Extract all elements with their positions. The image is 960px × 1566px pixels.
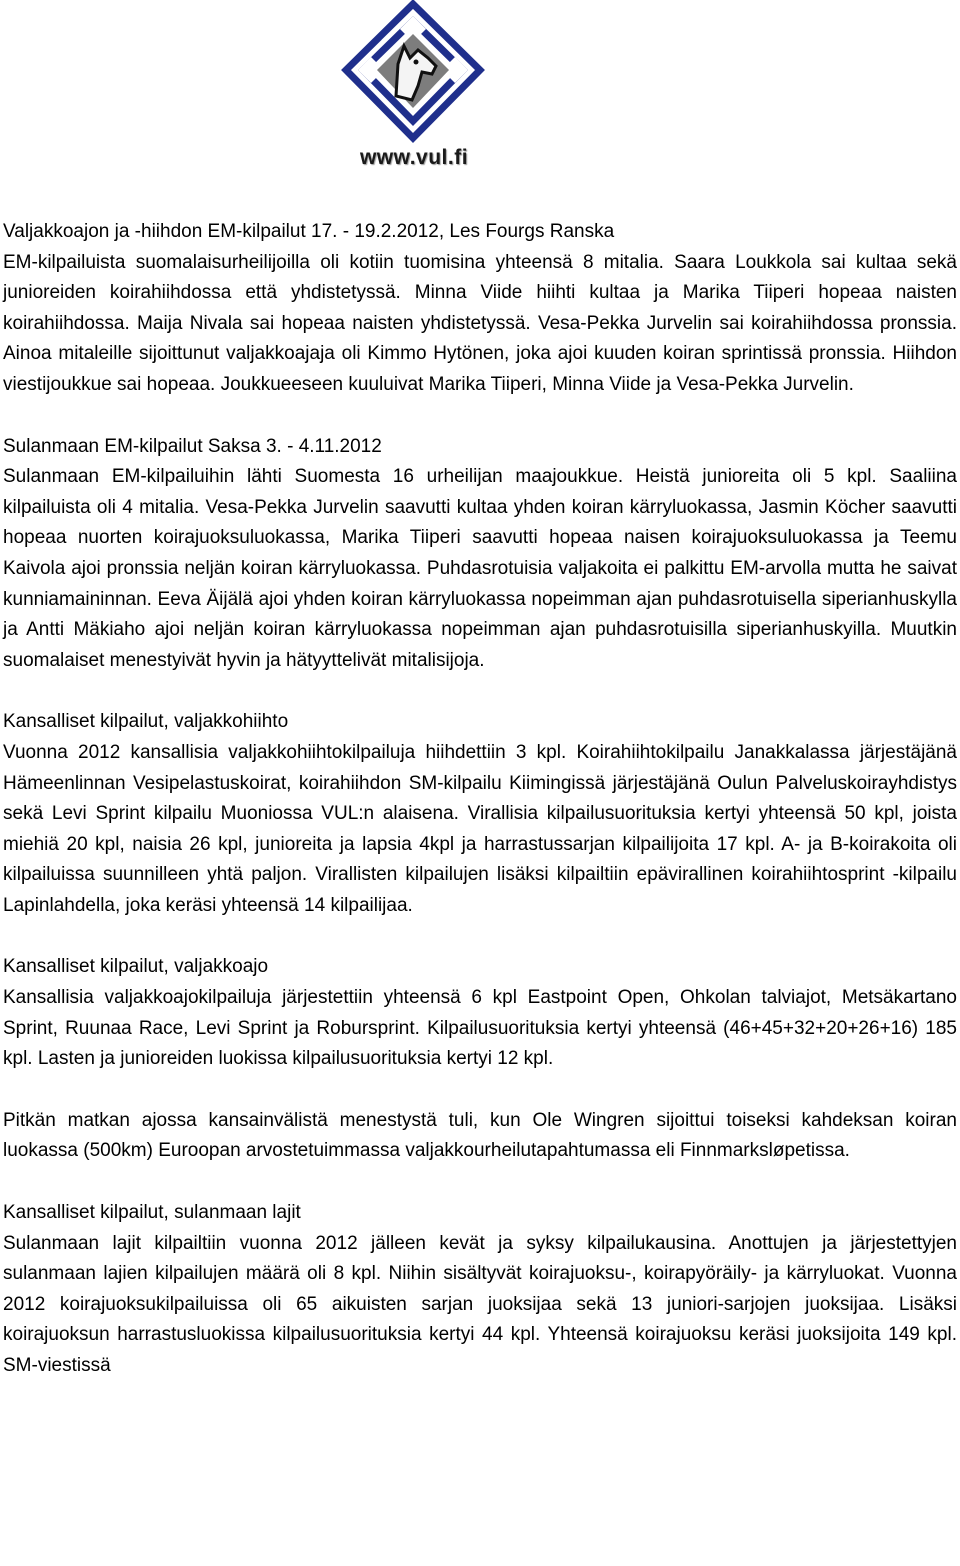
section-pitka-matka: [3, 1106, 957, 1167]
section-heading: Kansalliset kilpailut, valjakkohiihto: [3, 711, 289, 733]
section-heading: Kansalliset kilpailut, sulanmaan lajit: [3, 1202, 301, 1224]
logo-url: www.vul.fi: [359, 146, 469, 169]
section-heading: Sulanmaan EM-kilpailut Saksa 3. - 4.11.2012: [3, 435, 382, 457]
section-kansalliset-valjakkohiihto: [3, 707, 957, 921]
section-paragraph: Pitkän matkan ajossa kansainvälistä menestystä tuli, kun Ole Wingren sijoittui toiseksi kahdeksan koiran luokassa (500km) Euroopan arvostetuimmassa valjakkourheilutapahtumassa eli Finnmarksløpetissa.: [3, 1109, 957, 1162]
section-em-sulanmaa: [3, 432, 957, 677]
section-paragraph: Kansallisia valjakkoajokilpailuja järjestettiin yhteensä 6 kpl Eastpoint Open, Ohkolan talviajot, Metsäkartano Sprint, Ruunaa Race, Levi Sprint ja Robursprint. Kilpailusuorituksia kertyi yhteensä (46+45+32+20+26+16) 185 kpl. Lasten ja junioreiden luokissa kilpailusuorituksia kertyi 12 kpl.: [3, 987, 957, 1070]
section-paragraph: Sulanmaan EM-kilpailuihin lähti Suomesta 16 urheilijan maajoukkue. Heistä junioreita oli 5 kpl. Saaliina kilpailuista oli 4 mitalia. Vesa-Pekka Jurvelin saavutti kultaa yhden koiran kärryluokassa, Jasmin Köcher saavutti hopeaa nuorten koirajuoksuluokassa, Marika Tiiperi saavutti hopeaa naisen koirajuoksuluokassa ja Teemu Kaivola ajoi pronssia neljän koiran kärryluokassa. Puhdasrotuisia valjakoita ei palkittu EM-arvolla mutta he saivat kunniamaininnan. Eeva Äijälä ajoi yhden koiran kärryluokassa nopeimman ajan puhdasrotuisella siperianhuskylla ja Antti Mäkiaho ajoi neljän koiran kärryluokassa nopeimman ajan puhdasrotuisilla siperianhuskyilla. Muutkin suomalaiset menestyivät hyvin ja hätyyttelivät mitalisijoja.: [3, 466, 957, 671]
vul-logo: [338, 0, 488, 185]
section-paragraph: EM-kilpailuista suomalaisurheilijoilla oli kotiin tuomisina yhteensä 8 mitalia. Saara Loukkola sai kultaa sekä junioreiden koirahiihdossa että yhdistetyssä. Minna Viide hiihti kultaa ja Marika Tiiperi hopeaa naisten koirahiihdossa. Maija Nivala sai hopeaa naisten yhdistetyssä. Vesa-Pekka Jurvelin sai koirahiihdossa pronssia. Ainoa mitaleille sijoittunut valjakkoajaja oli Kimmo Hytönen, joka ajoi kuuden koiran sprintissä pronssia. Hiihdon viestijoukkue sai hopeaa. Joukkueeseen kuuluivat Marika Tiiperi, Minna Viide ja Vesa-Pekka Jurvelin.: [3, 251, 957, 395]
section-paragraph: Sulanmaan lajit kilpailtiin vuonna 2012 jälleen kevät ja syksy kilpailukausina. Anottujen ja järjestettyjen sulanmaan lajien kilpailujen määrä oli 8 kpl. Niihin sisältyvät koirajuoksu-, koirapyöräily- ja kärryluokat. Vuonna 2012 koirajuoksukilpailuissa oli 65 aikuisten sarjan juoksijaa sekä 13 juniori-sarjojen juoksijaa. Lisäksi koirajuoksun harrastusluokissa kilpailusuorituksia kertyi 44 kpl. Yhteensä koirajuoksu keräsi juoksijoita 149 kpl. SM-viestissä: [3, 1232, 957, 1376]
section-kansalliset-valjakkoajo: [3, 952, 957, 1074]
section-paragraph: Vuonna 2012 kansallisia valjakkohiihtokilpailuja hiihdettiin 3 kpl. Koirahiihtokilpailu Janakkalassa järjestäjänä Hämeenlinnan Vesipelastuskoirat, koirahiihdon SM-kilpailu Kiimingissä järjestäjänä Oulun Palveluskoirayhdistys sekä Levi Sprint kilpailu Muoniossa VUL:n alaisena. Virallisia kilpailusuorituksia kertyi yhteensä 50 kpl, joista miehiä 20 kpl, naisia 26 kpl, junioreita ja lapsia 4kpl ja harrastussarjan kilpailijoita 17 kpl. A- ja B-koirakoita oli kilpailuissa suunnilleen yhtä paljon. Virallisten kilpailujen lisäksi kilpailtiin epävirallinen koirahiihtosprint -kilpailu Lapinlahdella, joka keräsi yhteensä 14 kilpailijaa.: [3, 741, 957, 916]
section-heading: Valjakkoajon ja -hiihdon EM-kilpailut 17. - 19.2.2012, Les Fourgs Ranska: [3, 221, 615, 242]
vul-emblem-icon: [338, 0, 488, 150]
section-heading: Kansalliset kilpailut, valjakkoajo: [3, 956, 269, 978]
document-body: [3, 217, 957, 1413]
section-em-valjakkoajo: [3, 217, 957, 401]
section-kansalliset-sulanmaa: [3, 1198, 957, 1382]
